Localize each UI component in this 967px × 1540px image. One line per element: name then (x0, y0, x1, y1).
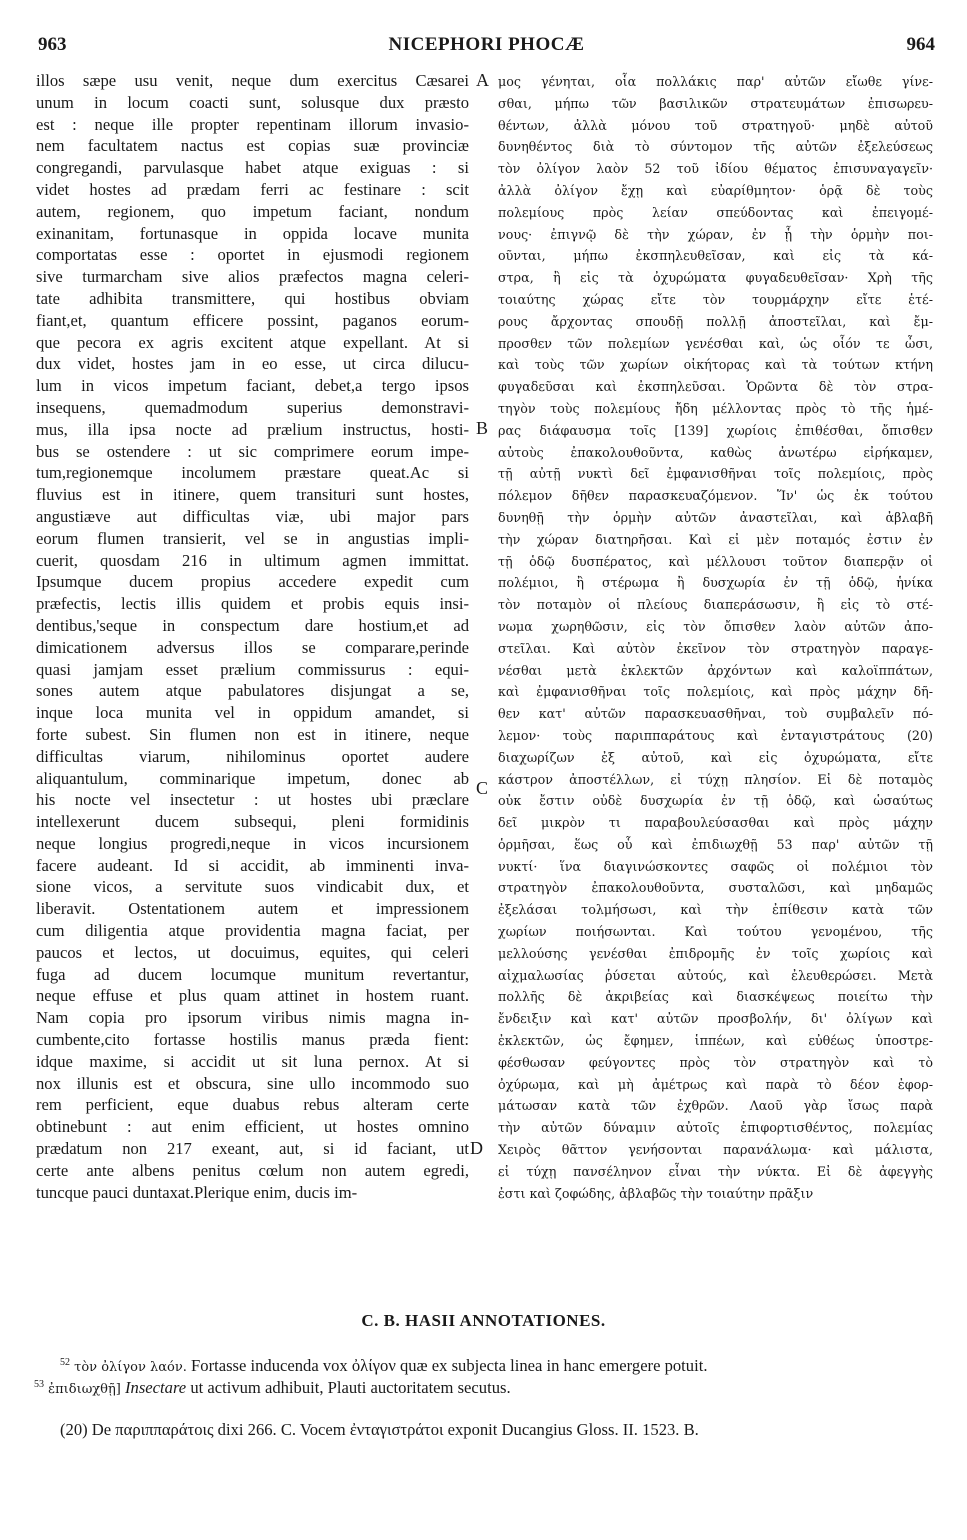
greek-text-line: τοιαύτης χώρας εἴτε τὸν τουρμάρχην εἴτε ἑτέ- (498, 291, 933, 307)
greek-text-line: σθαι, μήπω τῶν βασιλικῶν στρατευμάτων ἐπισωρευ- (498, 95, 933, 111)
latin-text-line: rem perficient, eque duabus rebus alteram certe (36, 1095, 469, 1115)
running-title: NICEPHORI PHOCÆ (388, 34, 585, 55)
latin-text-line: illos sæpe usu venit, neque dum exercitus Cæsarei (36, 71, 469, 90)
latin-text-line: est : neque ille propter repentinam illorum invasio- (36, 114, 469, 134)
latin-text-line: autem, regionem, quo impetum faciant, nondum (36, 201, 469, 221)
latin-text-line: aliquantulum, comminarique impetum, donec ab (36, 768, 469, 788)
greek-text-line: στρα, ἢ εἰς τὰ ὀχυρώματα φυγαδευθεῖσαν· Χρὴ τῆς (498, 270, 933, 286)
greek-text-line: ὁρμῆσαι, ἕως οὗ καὶ ἐπιδιωχθῇ 53 παρ' αὐτῶν τῇ (498, 836, 933, 852)
greek-text-line: στρατηγὸν ἐπακολουθοῦντα, συσταλῶσι, καὶ μηδαμῶς (498, 880, 933, 896)
greek-text-line: ἐκλεκτῶν, ὡς ἔφημεν, ἱππέων, καὶ εὐθέως ὑποστρε- (498, 1033, 933, 1049)
latin-text-line: bus se ostendere : ut sic comprimere eorum impe- (36, 441, 469, 461)
footnote-52-greek: τὸν ὀλίγον λαόν. (74, 1360, 187, 1375)
latin-text-line: obtinebunt : aut enim efficient, ut hostes omnino (36, 1117, 469, 1137)
latin-text-line: neque longius progredi,neque in vicos incursionem (36, 833, 469, 853)
latin-text-line: sione vicos, a servitute suos vindicabit dux, et (36, 877, 469, 897)
latin-text-line: fluvius est in itinere, quem transituri sunt hostes, (36, 485, 469, 505)
greek-text-line: τηγὸν τοὺς πολεμίους ἤδη μέλλοντας πρὸς τὸ τῆς ἡμέ- (498, 400, 933, 416)
latin-text-line: cumbente,cito fortasse hostilis manus præda fient: (36, 1030, 469, 1050)
latin-text-line: difficultas viarum, nihilominus oportet audere (36, 746, 469, 766)
greek-text-line: αἰχμαλωσίας ῥύσεται αὐτούς, καὶ ἐλευθερώσει. Μετὰ (498, 967, 933, 983)
latin-text-line: fiant,et, quantum efficere possint, paganos eorum- (36, 310, 469, 330)
greek-text-line: νωμα χωρηθῶσιν, εἰς τὸν ὄπισθεν λαὸν αὐτῶν ἀπο- (498, 618, 933, 634)
greek-text-line: προσθεν τῶν πολεμίων γενέσθαι καὶ, ὡς οἷόν τε ὦσι, (498, 335, 933, 351)
greek-text-line: στεῖλαι. Καὶ αὐτὸν ἐκεῖνον τὸν στρατηγὸν παραγε- (498, 640, 933, 656)
footnote-52-number: 52 (60, 1357, 70, 1368)
latin-text-line: idque maxime, si accidit ut sit luna pernox. At si (36, 1051, 469, 1071)
greek-text-line: αὐτοὺς ἐπακολουθοῦντα, καθὼς ἀνωτέρω εἰρήκαμεν, (498, 444, 933, 460)
greek-text-line: οῦνται, μήπω ἐκσπηλευθεῖσαν, καὶ εἰς τὰ κά- (498, 248, 933, 264)
latin-text-line: videt hostes ad prædam ferri ac festinare : scit (36, 179, 469, 199)
greek-text-line: μάτωσαν κατὰ τῶν ἐχθρῶν. Λαοῦ γὰρ ἴσως παρὰ (498, 1098, 933, 1114)
latin-text-line: exinanitam, fortunasque in oppida locave munita (36, 223, 469, 243)
latin-text-line: intellexerunt ducem subsequi, pleni formidinis (36, 812, 469, 832)
latin-text-line: fuga ad ducem locumque munitum revertantur, (36, 964, 469, 984)
section-marker-a: A (476, 70, 489, 90)
greek-text-line: ἐστι καὶ ζοφώδης, ἀβλαβῶς τὴν τοιαύτην πρᾶξιν (498, 1185, 814, 1201)
page-number-right: 964 (906, 34, 935, 55)
greek-text-line: καὶ ἐμφανισθῆναι τοῖς πολεμίοις, καὶ πρὸς μάχην δῆ- (498, 684, 933, 700)
latin-text-line: sive turmarcham sive alios præfectos magna celeri- (36, 267, 469, 287)
latin-text-line: tate adhibita transmittere, qui hostibus obviam (36, 288, 469, 308)
greek-text-line: τὸν ὀλίγον λαὸν 52 τοῦ ἰδίου θέματος ἐπισυναγαγεῖν· (498, 161, 933, 177)
greek-text-line: Χειρὸς θᾶττον γενήσονται παρανάλωμα· καὶ μάλιστα, (498, 1142, 933, 1158)
latin-text-line: eorum flumen transierit, vel se in angustias impli- (36, 528, 469, 548)
greek-text-line: τὴν αὐτῶν δύναμιν αὐτοῖς ἐπιφορτισθέντος, πολεμίας (498, 1120, 933, 1136)
footnote-52-text: Fortasse inducenda vox ὀλίγον quæ ex subjecta linea in hanc emergere potuit. (191, 1356, 708, 1375)
latin-text-line: nox illunis est et obscura, sine ullo incommodo suo (36, 1073, 469, 1093)
latin-text-line: Nam copia pro ipsorum viribus nimis magna in- (36, 1008, 469, 1028)
latin-text-line: unum in locum coacti sunt, solusque dux præsto (36, 92, 469, 112)
footnote-53 (34, 1378, 511, 1398)
latin-text-line: cum diligentia atque providentia magna faciat, per (36, 921, 469, 941)
latin-text-line: dentibus,'seque in conspectum dare hostium,et ad (36, 615, 469, 635)
greek-text-line: νυκτί· ἵνα διαγινώσκοντες σαφῶς οἱ πολέμιοι τὸν (498, 858, 933, 874)
greek-text-line: ἀλλὰ ὀλίγον ἔχῃ καὶ εὐαρίθμητον· ὁρᾷ δὲ τοὺς (498, 182, 933, 198)
greek-text-line: πολέμιοι, ἢ στέρωμα ἢ δυσχωρία ἐν τῇ ὁδῷ, ἡνίκα (498, 575, 933, 591)
latin-text-line: paucos et lectos, ut docuimus, equites, qui celeri (36, 942, 469, 962)
latin-text-line: neque effuse et plus quam attinet in hostem ruant. (36, 986, 469, 1006)
greek-text-line: μος γένηται, οἷα πολλάκις παρ' αὐτῶν εἴωθε γίνε- (498, 74, 933, 89)
greek-text-line: δυνηθέντος διὰ τὸ σύντομον τῆς αὐτῶν ἐξελεύσεως (498, 139, 933, 155)
latin-text-line: inque loca munita vel in oppidum amandet, si (36, 703, 469, 723)
greek-text-line: τὸν ποταμὸν οἱ πλείους διαπεράσωσιν, ἢ εἰς τὸ στέ- (498, 597, 933, 613)
greek-text-line: ἐξελάσαι τολμήσωσι, καὶ τὴν ἐπίθεσιν κατὰ τῶν (498, 902, 933, 918)
greek-column (498, 71, 933, 1204)
latin-text-line: præfectis, lectis illis quidem et probis equis insi- (36, 594, 469, 614)
section-marker-d: D (470, 1138, 483, 1158)
footnote-53-greek: ἐπιδιωχθῇ] (48, 1382, 121, 1397)
latin-text-line: quasi jamjam esset prælium commissurus : equi- (36, 659, 469, 679)
page-header (38, 34, 935, 60)
latin-text-line: nem facultatem nactus est copias suæ provinciæ (36, 136, 469, 156)
footnote-53-italic: Insectare (125, 1378, 187, 1397)
latin-text-line: sones autem atque pabulatores disjungat a se, (36, 681, 469, 701)
latin-text-line: prædatum non 217 exeant, aut, si id faciant, ut (36, 1139, 469, 1159)
latin-text-line: dux videt, hostes jam in eo esse, ut circa dilucu- (36, 354, 469, 374)
section-marker-b: B (476, 418, 489, 438)
greek-text-line: λεμον· τοὺς παριππαράτους καὶ ἐνταγιστράτους (20) (498, 727, 933, 743)
greek-text-line: νους· ἐπιγνῷ δὲ τὴν χώραν, ἐν ᾗ τὴν ὁρμὴν ποι- (498, 226, 933, 242)
latin-text-line: congregandi, parvulasque habet atque exiguas : si (36, 158, 469, 178)
greek-text-line: χωρίων ποιήσωνται. Καὶ τούτου γενομένου, τῆς (498, 924, 933, 940)
latin-text-line: forte subest. Sin flumen non est in itinere, neque (36, 724, 469, 744)
latin-text-line: lum in vicos impetum faciant, debet,a tergo ipsos (36, 376, 469, 396)
greek-text-line: δυνηθῇ τὴν ὁρμὴν αὐτῶν ἀναστεῖλαι, καὶ ἀβλαβῆ (498, 509, 933, 525)
footnote-53-number: 53 (34, 1379, 44, 1390)
greek-text-line: δεῖ μικρὸν τι παραβουλεύσασθαι καὶ πρὸς μάχην (498, 815, 933, 831)
section-marker-c: C (476, 778, 489, 798)
greek-text-line: ρους ἄρχοντας σπουδῇ πολλῇ ἀποστεῖλαι, καὶ ἔμ- (498, 313, 933, 329)
greek-text-line: ἔνδειξιν καὶ κατ' αὐτῶν προσβολήν, δι' ὀλίγων καὶ (498, 1011, 933, 1027)
footnote-53-text: ut activum adhibuit, Plauti auctoritatem secutus. (190, 1378, 511, 1397)
greek-text-line: ρας διάφαυσμα τοῖς [139] χωρίοις ἐπιθέσθαι, ὄπισθεν (498, 422, 933, 438)
greek-text-line: κάστρον ἀποστέλλων, εἰ τύχῃ πλησίον. Εἰ δὲ ποταμὸς (498, 771, 933, 787)
latin-text-line: liberavit. Ostentationem autem et impressionem (36, 899, 469, 919)
greek-text-line: φέσθωσαν φεύγοντες πρὸς τὸν στρατηγὸν καὶ τὸ (498, 1054, 933, 1070)
latin-text-line: certe ante albens penitus cœlum non autem egredi, (36, 1160, 469, 1180)
greek-text-line: πολλῆς δὲ ἀκριβείας καὶ διασκέψεως ποιείτω τὴν (498, 989, 933, 1005)
greek-text-line: τὴν χώραν διατηρῆσαι. Καὶ εἰ μὲν ποταμός ἐστιν ἐν (498, 531, 933, 547)
greek-text-line: πόλεμον δῆθεν παρασκευαζόμενον. Ἵν' ὡς ἐκ τούτου (498, 488, 933, 504)
greek-text-line: πολεμίους πρὸς λείαν σπεύδοντας καὶ ἐπειγομέ- (498, 204, 933, 220)
footnote-20: (20) De παριππαράτοις dixi 266. C. Vocem ἐνταγιστράτοι exponit Ducangius Gloss. II. 1523. B. (60, 1420, 699, 1439)
latin-text-line: tuncque pauci duntaxat.Plerique enim, ducis im- (36, 1182, 358, 1202)
latin-column (36, 70, 469, 1203)
latin-text-line: insequens, quemadmodum superius demonstravi- (36, 397, 469, 417)
footnote-52 (60, 1356, 707, 1376)
latin-text-line: mus, illa ipsa nocte ad prælium instructus, hosti- (36, 419, 469, 439)
latin-text-line: tum,regionemque incolumem præstare queat.Ac si (36, 463, 469, 483)
greek-text-line: μελλούσης γενέσθαι ἐπιδρομῆς ἐν τοῖς χωρίοις καὶ (498, 945, 933, 961)
annotations-title: C. B. HASII ANNOTATIONES. (361, 1311, 606, 1330)
latin-text-line: cuerit, quosdam 216 in ultimum agmen immittat. (36, 550, 469, 570)
greek-text-line: φυγαδεῦσαι καὶ ἐκσπηλεῦσαι. Ὁρῶντα δὲ τὸν στρα- (498, 379, 933, 395)
greek-text-line: νέσθαι μετὰ ἐκλεκτῶν ἀρχόντων καὶ καλοϊππάτων, (498, 662, 933, 678)
latin-text-line: angustiæve aut difficultas viæ, ubi major pars (36, 506, 469, 526)
greek-text-line: θέντων, ἀλλὰ μόνου τοῦ στρατηγοῦ· μηδὲ αὐτοῦ (498, 117, 933, 133)
greek-text-line: τῇ ὁδῷ δυσπέρατος, καὶ μέλλουσι τοῦτον διαπερᾷν οἱ (498, 553, 933, 569)
greek-text-line: εἰ τύχῃ πανσέληνον εἶναι τὴν νύκτα. Εἰ δὲ ἀφεγγὴς (498, 1163, 933, 1179)
latin-text-line: facere audeant. Id si accidit, ab imminenti inva- (36, 855, 469, 875)
greek-text-line: οὐκ ἔστιν οὐδὲ δυσχωρία ἐν τῇ ὁδῷ, καὶ ὡσαύτως (498, 793, 933, 809)
latin-text-line: his nocte vel insectetur : ut hostes ubi præclare (36, 790, 469, 810)
latin-text-line: que pecora ex agris excitent atque expellant. At si (36, 332, 469, 352)
greek-text-line: ὀχύρωμα, καὶ μὴ ἀμέτρως καὶ παρὰ τὸ δέον ἐφορ- (498, 1076, 933, 1092)
latin-text-line: Ipsumque ducem propius accedere expedit cum (36, 572, 469, 592)
latin-text-line: comportatas esse : oportet in ejusmodi regionem (36, 245, 469, 265)
latin-text-line: dimicationem adversus illos se comparare,perinde (36, 637, 469, 657)
greek-text-line: θεν κατ' αὐτῶν παρασκευασθῆναι, τοὺ συμβαλεῖν πό- (498, 706, 933, 722)
greek-text-line: τῇ αὐτῇ νυκτὶ δεῖ ἐμφανισθῆναι τοῖς πολεμίοις, πρὸς (498, 466, 933, 482)
greek-text-line: διαχωρίζων ἐξ αὐτοῦ, καὶ εἰς ὀχυρώματα, εἴτε (498, 749, 933, 765)
greek-text-line: καὶ τοὺς τῶν χωρίων οἰκήτορας καὶ τὰ τούτων κτήνη (498, 357, 933, 373)
page-number-left: 963 (38, 34, 67, 55)
